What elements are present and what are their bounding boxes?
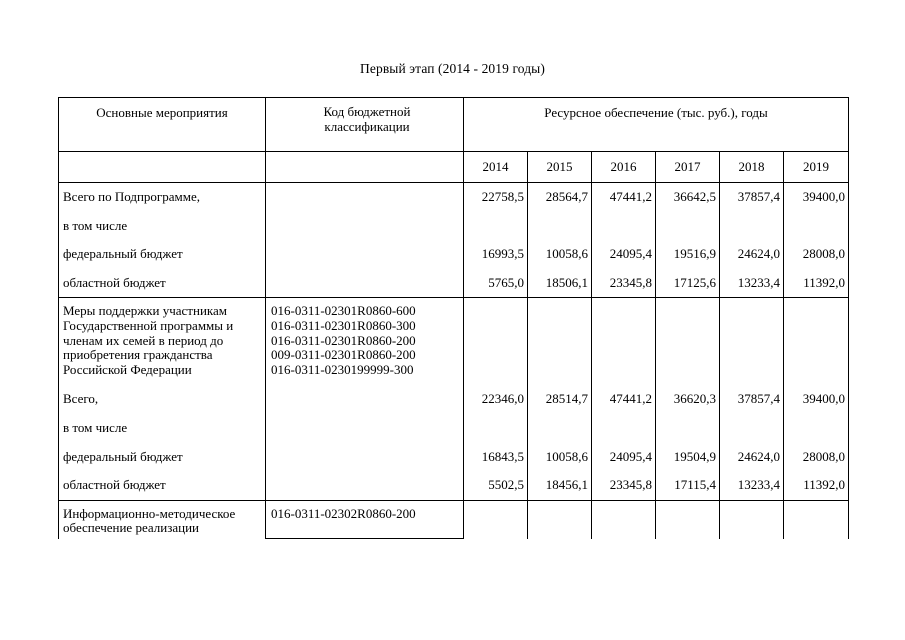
years-empty-cell-1	[59, 152, 266, 183]
years-empty-cell-2	[266, 152, 464, 183]
cell-text: 23345,8	[609, 477, 652, 493]
cell-text: Меры поддержки участникам	[63, 303, 228, 319]
cell-text: 13233,4	[737, 274, 780, 290]
cell-text: 18506,1	[545, 274, 588, 290]
cell-text: 24095,4	[609, 448, 652, 464]
cell-text: классификации	[324, 119, 410, 134]
block2-year-2018	[720, 298, 784, 500]
header-resources: Ресурсное обеспечение (тыс. руб.), годы	[464, 98, 849, 152]
cell-text: 23345,8	[609, 274, 652, 290]
block3-year-cell	[592, 500, 656, 539]
cell-text: 37857,4	[737, 391, 780, 407]
cell-text: в том числе	[63, 419, 128, 435]
header-row	[59, 98, 849, 152]
year-cell: 2017	[656, 152, 720, 183]
block2-year-2019	[784, 298, 849, 500]
header-activities: Основные мероприятия	[59, 98, 266, 152]
block2-year-2016	[592, 298, 656, 500]
cell-text	[464, 414, 527, 443]
cell-text	[720, 414, 783, 443]
block2-year-2015	[528, 298, 592, 500]
block-support-measures	[59, 298, 849, 500]
block2-year-2017	[656, 298, 720, 500]
block-info-support	[59, 500, 849, 539]
cell-text	[528, 414, 591, 443]
block3-name	[59, 500, 266, 539]
block1-code-cell	[266, 183, 464, 298]
year-cell: 2019	[784, 152, 849, 183]
cell-text: 5765,0	[488, 274, 524, 290]
cell-text: 47441,2	[609, 189, 652, 204]
cell-text: 11392,0	[803, 274, 846, 290]
cell-text: 19504,9	[673, 448, 716, 464]
cell-text: приобретения гражданства	[63, 347, 213, 363]
cell-text: 10058,6	[545, 448, 588, 464]
block1-year-2018	[720, 183, 784, 298]
block1-labels	[59, 183, 266, 298]
cell-text: Государственной программы и	[63, 317, 234, 333]
cell-text: 11392,0	[803, 477, 846, 493]
page-title: Первый этап (2014 - 2019 годы)	[360, 61, 545, 76]
cell-text: 36642,5	[673, 189, 716, 204]
block3-year-cell	[464, 500, 528, 539]
year-cell: 2014	[464, 152, 528, 183]
cell-text: федеральный бюджет	[63, 448, 183, 464]
cell-text: 009-0311-02301R0860-200	[271, 347, 416, 363]
block3-code	[266, 500, 464, 539]
cell-text: 18456,1	[545, 477, 588, 493]
cell-text: 22758,5	[481, 189, 524, 204]
cell-text: 28514,7	[545, 391, 588, 407]
cell-text: федеральный бюджет	[63, 246, 183, 262]
header-budget-code	[266, 98, 464, 152]
cell-text	[592, 414, 655, 443]
cell-text	[656, 212, 719, 241]
cell-text: Код бюджетной	[323, 104, 411, 119]
cell-text: обеспечение реализации	[63, 520, 199, 536]
cell-text: 016-0311-02301R0860-600	[271, 303, 416, 319]
cell-text: областной бюджет	[63, 274, 166, 290]
cell-text: 28564,7	[545, 189, 588, 204]
cell-text: 16993,5	[481, 246, 524, 262]
cell-text: 39400,0	[802, 391, 846, 407]
block3-year-cell	[528, 500, 592, 539]
cell-text: в том числе	[63, 217, 128, 233]
cell-text: 28008,0	[802, 246, 846, 262]
cell-text: Всего,	[63, 391, 99, 407]
year-cell: 2016	[592, 152, 656, 183]
cell-text: 16843,5	[481, 448, 524, 464]
block2-labels	[59, 298, 266, 500]
block1-year-2016	[592, 183, 656, 298]
cell-text: 10058,6	[545, 246, 588, 262]
block1-year-2014	[464, 183, 528, 298]
cell-text: 24095,4	[609, 246, 652, 262]
cell-text: 47441,2	[609, 391, 652, 407]
cell-text	[784, 212, 848, 241]
block-total-subprogram	[59, 183, 849, 298]
cell-text	[656, 414, 719, 443]
cell-text: 13233,4	[737, 477, 780, 493]
year-cell: 2015	[528, 152, 592, 183]
cell-text: 28008,0	[802, 448, 846, 464]
cell-text: 24624,0	[737, 246, 780, 262]
cell-text: 5502,5	[488, 477, 524, 493]
cell-text	[464, 212, 527, 241]
cell-text: 016-0311-02301R0860-200	[271, 332, 416, 348]
block3-year-cell	[656, 500, 720, 539]
cell-text	[592, 212, 655, 241]
cell-text: 016-0311-02302R0860-200	[271, 505, 416, 521]
budget-table	[58, 97, 849, 539]
cell-text: 016-0311-02301R0860-300	[271, 317, 416, 333]
cell-text: Российской Федерации	[63, 361, 192, 377]
block3-year-cell	[784, 500, 849, 539]
cell-text	[528, 212, 591, 241]
cell-text: 17125,6	[673, 274, 716, 290]
year-cell: 2018	[720, 152, 784, 183]
cell-text: 016-0311-0230199999-300	[271, 361, 414, 377]
cell-text: 24624,0	[737, 448, 780, 464]
block2-codes	[266, 298, 464, 500]
cell-text	[784, 414, 848, 443]
cell-text: 39400,0	[802, 189, 846, 204]
block2-year-2014	[464, 298, 528, 500]
cell-text: членам их семей в период до	[63, 332, 224, 348]
cell-text: 37857,4	[737, 189, 780, 204]
block3-year-cell	[720, 500, 784, 539]
cell-text: областной бюджет	[63, 477, 166, 493]
cell-text: 22346,0	[481, 391, 524, 407]
years-row	[59, 152, 849, 183]
cell-text	[720, 212, 783, 241]
block1-year-2015	[528, 183, 592, 298]
cell-text: 17115,4	[674, 477, 716, 493]
cell-text: 19516,9	[673, 246, 716, 262]
cell-text: 36620,3	[673, 391, 716, 407]
block1-year-2019	[784, 183, 849, 298]
cell-text: Всего по Подпрограмме,	[63, 189, 200, 204]
cell-text: Информационно-методическое	[63, 505, 236, 521]
block1-year-2017	[656, 183, 720, 298]
